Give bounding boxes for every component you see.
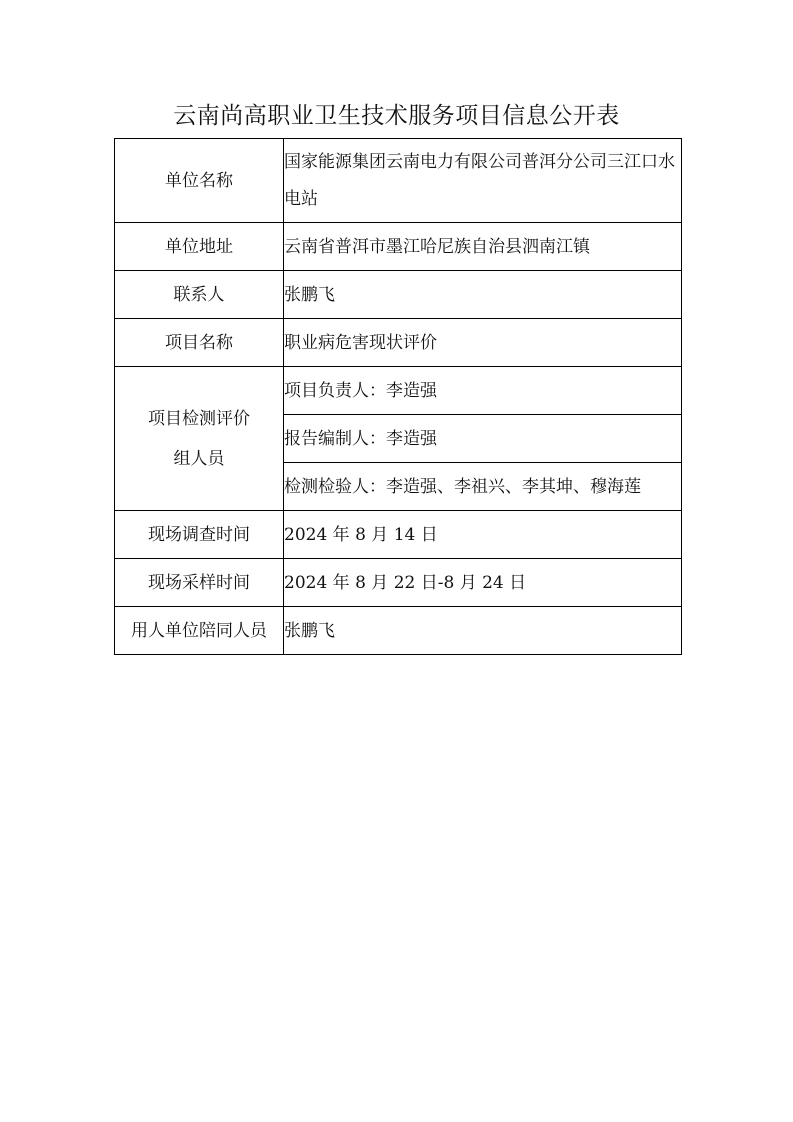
evaluation-team-label xyxy=(115,367,284,511)
table-row-unit-name xyxy=(115,139,682,223)
unit-name-value: 国家能源集团云南电力有限公司普洱分公司三江口水电站 xyxy=(284,139,682,223)
survey-time-value: 2024 年 8 月 14 日 xyxy=(284,511,682,559)
evaluation-team-label-line1: 项目检测评价 xyxy=(148,408,250,429)
sampling-time-label: 现场采样时间 xyxy=(115,559,284,607)
unit-address-value: 云南省普洱市墨江哈尼族自治县泗南江镇 xyxy=(284,223,682,271)
project-name-label: 项目名称 xyxy=(115,319,284,367)
table-row-project-name xyxy=(115,319,682,367)
table-row-evaluation-lead xyxy=(115,367,682,415)
info-table xyxy=(114,138,682,655)
contact-value: 张鹏飞 xyxy=(284,271,682,319)
table-row-survey-time xyxy=(115,511,682,559)
sampling-time-value: 2024 年 8 月 22 日-8 月 24 日 xyxy=(284,559,682,607)
unit-name-label: 单位名称 xyxy=(115,139,284,223)
inspectors-value: 检测检验人：李造强、李祖兴、李其坤、穆海莲 xyxy=(284,463,682,511)
table-row-unit-address xyxy=(115,223,682,271)
page-title: 云南尚高职业卫生技术服务项目信息公开表 xyxy=(173,103,620,129)
contact-label: 联系人 xyxy=(115,271,284,319)
evaluation-team-label-line2: 组人员 xyxy=(173,448,225,469)
accompanying-person-value: 张鹏飞 xyxy=(284,607,682,655)
unit-address-label: 单位地址 xyxy=(115,223,284,271)
accompanying-person-label: 用人单位陪同人员 xyxy=(115,607,284,655)
table-row-sampling-time xyxy=(115,559,682,607)
survey-time-label: 现场调查时间 xyxy=(115,511,284,559)
table-row-accompanying-person xyxy=(115,607,682,655)
table-row-contact xyxy=(115,271,682,319)
report-writer-value: 报告编制人：李造强 xyxy=(284,415,682,463)
project-lead-value: 项目负责人：李造强 xyxy=(284,367,682,415)
project-name-value: 职业病危害现状评价 xyxy=(284,319,682,367)
